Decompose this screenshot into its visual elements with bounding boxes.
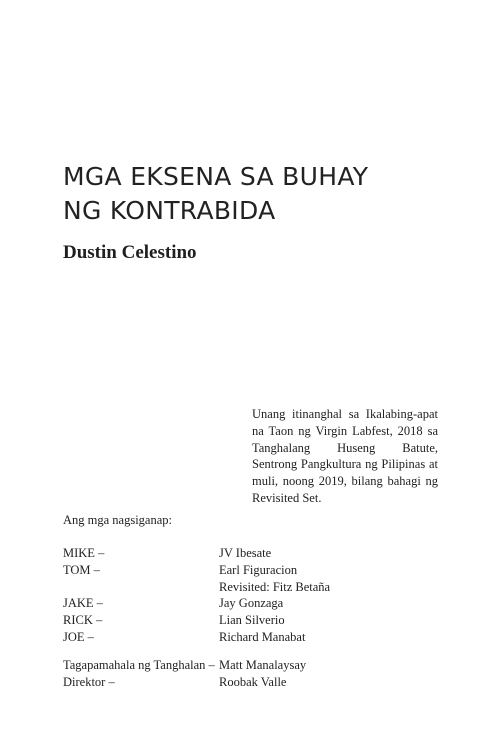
crew-role: Tagapamahala ng Tanghalan – [63,658,215,672]
crew-row [63,674,443,691]
play-title-line-2: NG KONTRABIDA [63,196,276,225]
crew-list [63,657,443,691]
cast-row [63,545,443,562]
cast-role [63,579,219,596]
author-name: Dustin Celestino [63,242,197,263]
cast-row [63,629,443,646]
cast-row [63,612,443,629]
cast-actor: Revisited: Fitz Betaña [219,579,331,594]
cast-heading: Ang mga nagsiganap: [63,513,173,527]
cast-role: JOE – [63,629,94,644]
cast-role: RICK – [63,613,103,628]
crew-row [63,657,443,674]
premiere-note: Unang itinanghal sa Ikalabing-apat na Taon ng Virgin Labfest, 2018 sa Tanghalang Huseng Batute, Sentrong Pangkultura ng Pilipinas at muli, noong 2019, bilang bahagi ng Revisited Set. [252,407,438,505]
cast-row [63,579,443,596]
cast-actor: Jay Gonzaga [219,596,284,611]
cast-list [63,545,443,646]
cast-actor: JV Ibesate [219,546,272,560]
cast-row [63,562,443,579]
crew-role: Direktor – [63,674,115,689]
cast-actor: Richard Manabat [219,629,306,644]
cast-row [63,595,443,612]
crew-member: Matt Manalaysay [219,658,307,672]
cast-actor: Lian Silverio [219,613,285,628]
play-title [63,160,463,228]
cast-role: JAKE – [63,596,103,611]
play-title-line-1: MGA EKSENA SA BUHAY [63,162,369,191]
cast-role: TOM – [63,562,100,577]
cast-role: MIKE – [63,546,105,560]
cast-actor: Earl Figuracion [219,562,298,577]
crew-member: Roobak Valle [219,674,287,689]
